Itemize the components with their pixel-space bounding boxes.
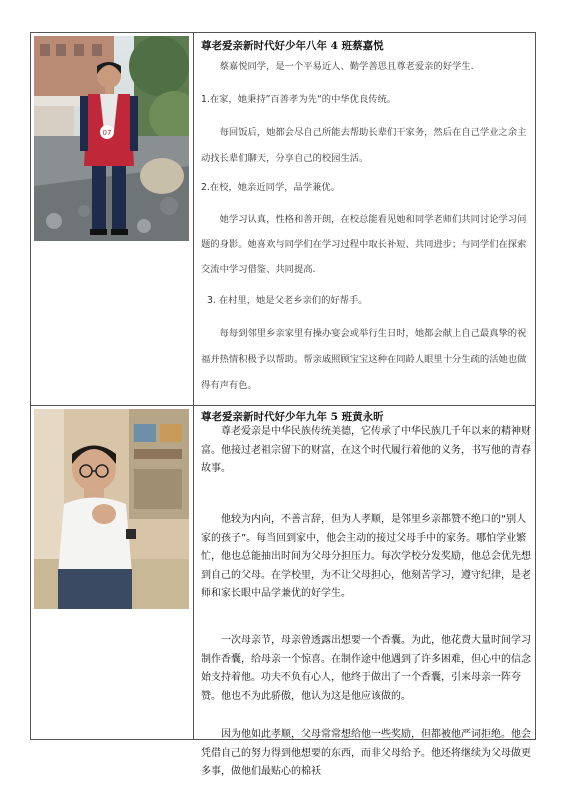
paragraph: 每每到邻里乡亲家里有操办宴会或举行生日时，她都会献上自己最真挚的祝福并热情积极予以帮助。帮亲戚照顾宝宝这种在同龄人眼里十分生疏的活她也做得有声有色。: [201, 328, 527, 392]
profile-title: 尊老爱亲新时代好少年八年 4 班蔡嘉悦: [201, 40, 384, 52]
paragraph: 每回饭后，她都会尽自己所能去帮助长辈们干家务，然后在自己学业之余主动找长辈们聊天，分享自己的校园生活。: [201, 127, 527, 165]
paragraph: 一次母亲节，母亲曾透露出想要一个香囊。为此，他花费大量时间学习制作香囊，给母亲一个惊喜。在制作途中他遇到了许多困难，但心中的信念始支持着他。功夫不负有心人，他终于做出了一个香囊，引来母亲一阵夸赞。他也不为此骄傲，他认为这是他应该做的。: [201, 635, 531, 702]
badge-number: 07: [102, 129, 112, 137]
boy-portrait-image: [34, 409, 189, 609]
column-divider: [193, 33, 194, 739]
student-photo-huang: [34, 409, 189, 609]
paragraph: 尊老爱亲是中华民族传统美德，它传承了中华民族几千年以来的精神财富。他接过老祖宗留下的财富，在这个时代履行着他的义务，书写他的青春故事。: [201, 426, 531, 474]
paragraph: 她学习认真，性格和善开朗，在校总能看见她和同学老师们共同讨论学习问题的身影。她喜欢与同学们在学习过程中取长补短、共同进步；与同学们在探索交流中学习借鉴、共同提高.: [201, 214, 527, 276]
profile-text-cai: [201, 33, 535, 403]
paragraph: 蔡嘉悦同学，是一个平易近人、勤学善思且尊老爱亲的好学生.: [219, 61, 474, 72]
paragraph: 3. 在村里，她是父老乡亲们的好帮手。: [207, 295, 368, 306]
profile-text-huang: [201, 406, 535, 777]
paragraph: 因为他如此孝顺，父母常常想给他一些奖励，但都被他严词拒绝。他会凭借自己的努力得到他想要的东西，而非父母给予。他还将继续为父母做更多事，做他们最贴心的棉袄: [201, 729, 531, 777]
student-photo-cai: [34, 36, 189, 241]
girl-portrait-image: [34, 36, 189, 241]
profile-title: 尊老爱亲新时代好少年九年 5 班黄永昕: [201, 411, 384, 423]
paragraph: 1.在家，她秉持”百善孝为先“的中华优良传统。: [201, 94, 397, 105]
paragraph: 他较为内向，不善言辞，但为人孝顺，是邻里乡亲都赞不绝口的“别人家的孩子”。每当回到家中，他会主动的接过父母手中的家务。哪怕学业繁忙，他也总能抽出时间为父母分担压力。每次学校分发奖励，他总会优先想到自己的父母。在学校里，为不让父母担心，他刻苦学习，遵守纪律，是老师和家长眼中品学兼优的好学生。: [201, 514, 531, 599]
paragraph: 2.在校，她亲近同学，品学兼优。: [201, 182, 341, 193]
profile-table: [30, 32, 536, 777]
